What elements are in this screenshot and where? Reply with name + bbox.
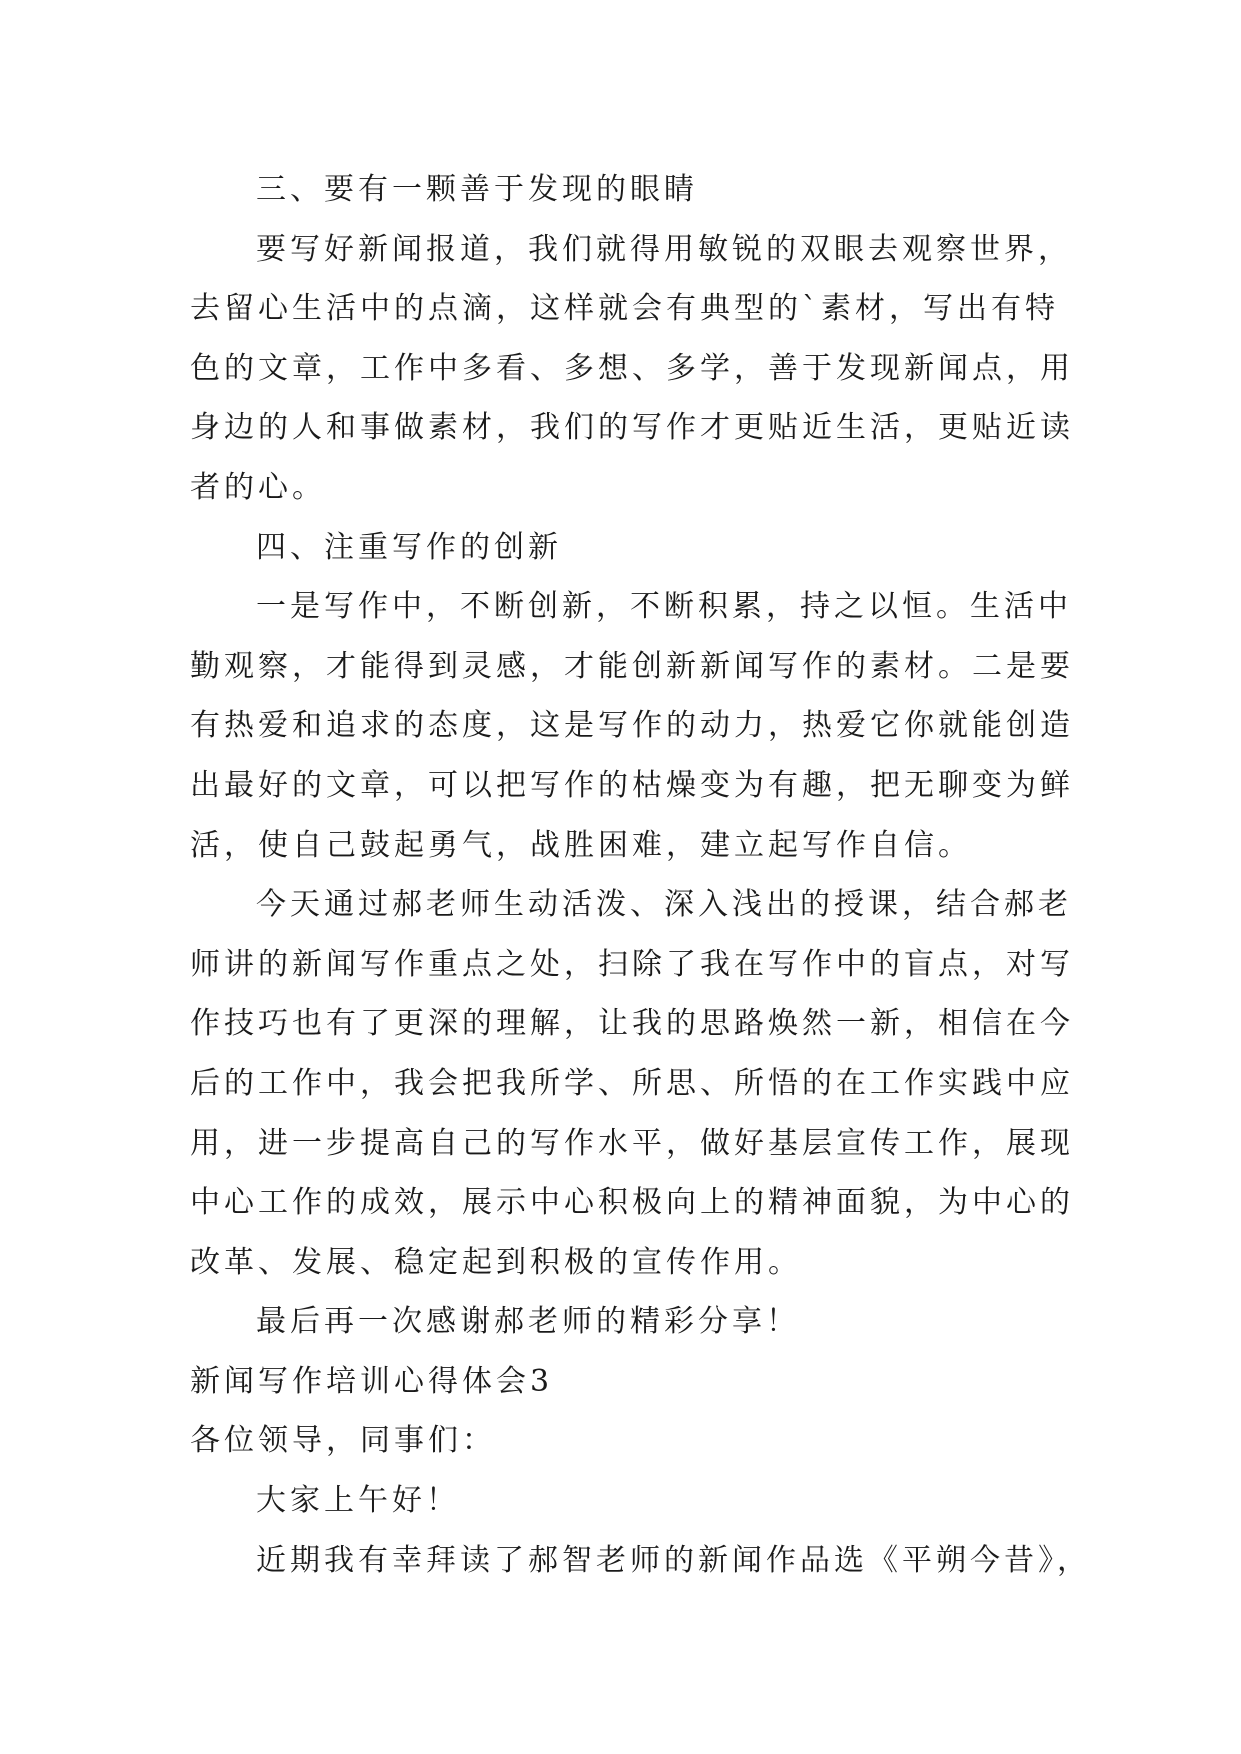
- paragraph-line: 改革、发展、稳定起到积极的宣传作用。: [190, 1244, 802, 1280]
- paragraph-line: 近期我有幸拜读了郝智老师的新闻作品选《平朔今昔》，: [256, 1542, 1091, 1578]
- paragraph-line: 勤观察，才能得到灵感，才能创新新闻写作的素材。二是要: [190, 648, 1074, 684]
- heading-line: 三、要有一颗善于发现的眼睛: [256, 172, 698, 207]
- paragraph-line: 后的工作中，我会把我所学、所思、所悟的在工作实践中应: [190, 1065, 1074, 1101]
- paragraph-line: 者的心。: [190, 469, 326, 505]
- paragraph-line: 师讲的新闻写作重点之处，扫除了我在写作中的盲点，对写: [190, 946, 1074, 982]
- paragraph-line: 有热爱和追求的态度，这是写作的动力，热爱它你就能创造: [190, 708, 1074, 744]
- paragraph-line: 作技巧也有了更深的理解，让我的思路焕然一新，相信在今: [190, 1006, 1074, 1042]
- paragraph-line: 出最好的文章，可以把写作的枯燥变为有趣，把无聊变为鲜: [190, 767, 1074, 803]
- paragraph-line: 今天通过郝老师生动活泼、深入浅出的授课，结合郝老: [256, 887, 1072, 923]
- paragraph-line: 用，进一步提高自己的写作水平，做好基层宣传工作，展现: [190, 1125, 1074, 1161]
- salutation-line: 各位领导，同事们：: [190, 1423, 496, 1459]
- paragraph-line: 中心工作的成效，展示中心积极向上的精神面貌，为中心的: [190, 1185, 1074, 1221]
- paragraph-line: 活，使自己鼓起勇气，战胜困难，建立起写作自信。: [190, 827, 972, 863]
- heading-line: 四、注重写作的创新: [256, 529, 562, 565]
- paragraph-line: 身边的人和事做素材，我们的写作才更贴近生活，更贴近读: [190, 410, 1074, 446]
- document-body: [190, 160, 1091, 1590]
- paragraph-line: 最后再一次感谢郝老师的精彩分享！: [256, 1304, 800, 1340]
- greeting-line: 大家上午好！: [256, 1483, 460, 1519]
- paragraph-line: 去留心生活中的点滴，这样就会有典型的`素材，写出有特: [190, 291, 1059, 327]
- paragraph-line: 色的文章，工作中多看、多想、多学，善于发现新闻点，用: [190, 350, 1074, 386]
- section-title: 新闻写作培训心得体会3: [190, 1363, 554, 1399]
- paragraph-line: 要写好新闻报道，我们就得用敏锐的双眼去观察世界，: [256, 231, 1072, 267]
- paragraph-line: 一是写作中，不断创新，不断积累，持之以恒。生活中: [256, 589, 1072, 625]
